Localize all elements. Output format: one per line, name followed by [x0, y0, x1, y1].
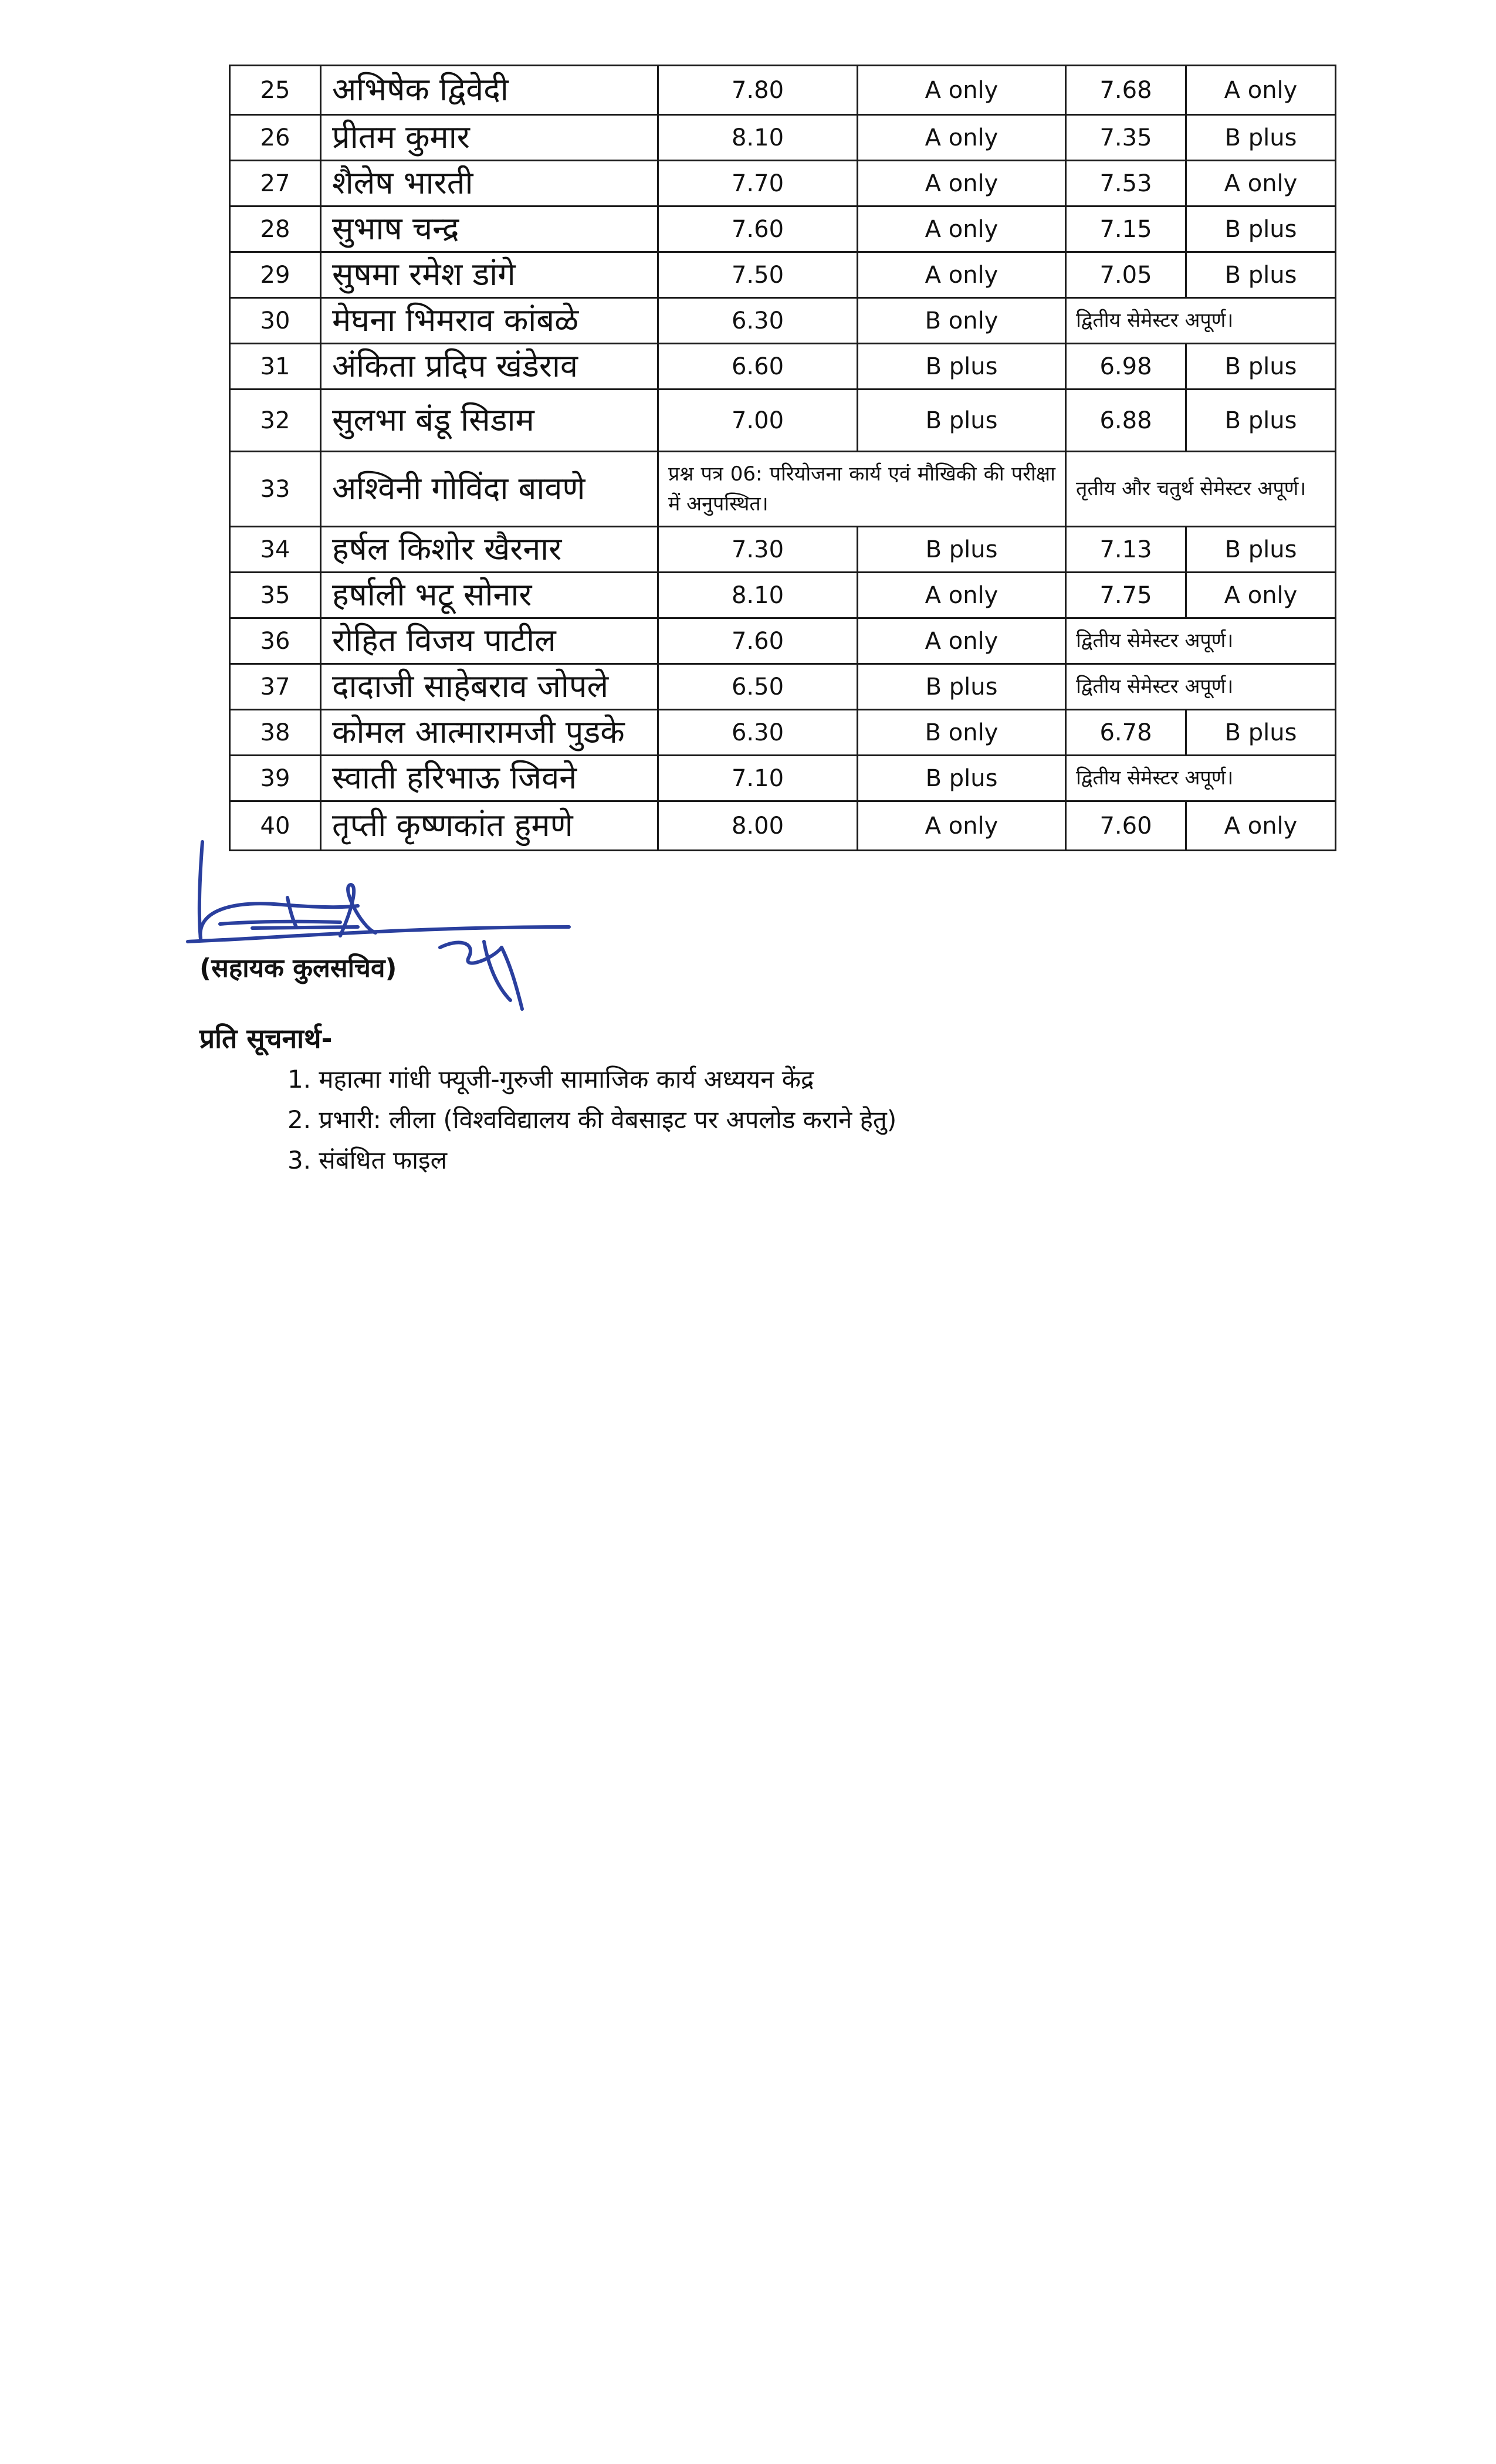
remark-cell: द्वितीय सेमेस्टर अपूर्ण। [1066, 756, 1336, 801]
sgpa-cell: 7.75 [1066, 573, 1186, 618]
table-row [230, 452, 1336, 527]
serial-number-cell: 28 [230, 207, 321, 252]
student-name-cell: तृप्ती कृष्णकांत हुमणे [321, 801, 658, 851]
student-name-cell: स्वाती हरिभाऊ जिवने [321, 756, 658, 801]
table-row [230, 207, 1336, 252]
student-name-cell: शैलेष भारती [321, 161, 658, 207]
student-name-cell: अभिषेक द्विवेदी [321, 66, 658, 115]
grade-cell: B plus [1186, 252, 1336, 298]
sgpa-cell: 6.88 [1066, 390, 1186, 452]
serial-number-cell: 33 [230, 452, 321, 527]
signature-label: (सहायक कुलसचिव) [199, 953, 397, 983]
grade-cell: B plus [1186, 710, 1336, 756]
grade-cell: B plus [858, 664, 1066, 710]
table-row [230, 298, 1336, 344]
table-row [230, 664, 1336, 710]
sgpa-cell: 8.10 [658, 115, 858, 161]
sgpa-cell: 6.30 [658, 710, 858, 756]
results-table [229, 65, 1336, 851]
serial-number-cell: 25 [230, 66, 321, 115]
results-body [230, 66, 1336, 851]
grade-cell: A only [858, 573, 1066, 618]
student-name-cell: अंकिता प्रदिप खंडेराव [321, 344, 658, 390]
grade-cell: B plus [1186, 207, 1336, 252]
student-name-cell: सुलभा बंडू सिडाम [321, 390, 658, 452]
sgpa-cell: 7.70 [658, 161, 858, 207]
serial-number-cell: 27 [230, 161, 321, 207]
grade-cell: A only [858, 161, 1066, 207]
sgpa-cell: 6.98 [1066, 344, 1186, 390]
student-name-cell: मेघना भिमराव कांबळे [321, 298, 658, 344]
grade-cell: B plus [1186, 344, 1336, 390]
grade-cell: A only [858, 618, 1066, 664]
table-row [230, 115, 1336, 161]
grade-cell: A only [858, 252, 1066, 298]
grade-cell: B plus [858, 527, 1066, 573]
sgpa-cell: 6.50 [658, 664, 858, 710]
student-name-cell: हर्षाली भटू सोनार [321, 573, 658, 618]
serial-number-cell: 37 [230, 664, 321, 710]
table-row [230, 756, 1336, 801]
sgpa-cell: 6.30 [658, 298, 858, 344]
sgpa-cell: 7.00 [658, 390, 858, 452]
grade-cell: B plus [858, 344, 1066, 390]
serial-number-cell: 29 [230, 252, 321, 298]
student-name-cell: सुभाष चन्द्र [321, 207, 658, 252]
cc-item: 1. महात्मा गांधी फ्यूजी-गुरुजी सामाजिक कार्य अध्ययन केंद्र [287, 1065, 814, 1094]
remark-cell: प्रश्न पत्र 06: परियोजना कार्य एवं मौखिकी की परीक्षा में अनुपस्थित। [658, 452, 1066, 527]
sgpa-cell: 7.50 [658, 252, 858, 298]
sgpa-cell: 7.30 [658, 527, 858, 573]
student-name-cell: अश्विनी गोविंदा बावणे [321, 452, 658, 527]
sgpa-cell: 6.78 [1066, 710, 1186, 756]
table-row [230, 710, 1336, 756]
table-row [230, 66, 1336, 115]
serial-number-cell: 26 [230, 115, 321, 161]
grade-cell: A only [858, 207, 1066, 252]
serial-number-cell: 31 [230, 344, 321, 390]
sgpa-cell: 7.60 [658, 207, 858, 252]
serial-number-cell: 32 [230, 390, 321, 452]
grade-cell: B plus [858, 756, 1066, 801]
grade-cell: A only [858, 66, 1066, 115]
cc-item: 2. प्रभारी: लीला (विश्वविद्यालय की वेबसाइट पर अपलोड कराने हेतु) [287, 1105, 897, 1134]
grade-cell: B plus [1186, 527, 1336, 573]
grade-cell: A only [858, 115, 1066, 161]
grade-cell: B plus [858, 390, 1066, 452]
sgpa-cell: 7.13 [1066, 527, 1186, 573]
grade-cell: B plus [1186, 390, 1336, 452]
serial-number-cell: 35 [230, 573, 321, 618]
student-name-cell: सुषमा रमेश डांगे [321, 252, 658, 298]
remark-cell: द्वितीय सेमेस्टर अपूर्ण। [1066, 664, 1336, 710]
sgpa-cell: 7.60 [1066, 801, 1186, 851]
sgpa-cell: 7.60 [658, 618, 858, 664]
remark-cell: द्वितीय सेमेस्टर अपूर्ण। [1066, 618, 1336, 664]
table-row [230, 573, 1336, 618]
sgpa-cell: 7.80 [658, 66, 858, 115]
sgpa-cell: 7.68 [1066, 66, 1186, 115]
sgpa-cell: 6.60 [658, 344, 858, 390]
table-row [230, 618, 1336, 664]
sgpa-cell: 8.00 [658, 801, 858, 851]
cc-list [287, 1059, 896, 1180]
cc-heading: प्रति सूचनार्थ- [199, 1023, 333, 1054]
sgpa-cell: 7.53 [1066, 161, 1186, 207]
sgpa-cell: 7.05 [1066, 252, 1186, 298]
student-name-cell: हर्षल किशोर खैरनार [321, 527, 658, 573]
table-row [230, 527, 1336, 573]
grade-cell: A only [1186, 161, 1336, 207]
table-row [230, 390, 1336, 452]
serial-number-cell: 30 [230, 298, 321, 344]
serial-number-cell: 40 [230, 801, 321, 851]
table-row [230, 252, 1336, 298]
serial-number-cell: 34 [230, 527, 321, 573]
grade-cell: B only [858, 298, 1066, 344]
table-row [230, 161, 1336, 207]
cc-item: 3. संबंधित फाइल [287, 1146, 448, 1175]
sgpa-cell: 7.35 [1066, 115, 1186, 161]
student-name-cell: कोमल आत्मारामजी पुडके [321, 710, 658, 756]
grade-cell: A only [858, 801, 1066, 851]
student-name-cell: रोहित विजय पाटील [321, 618, 658, 664]
sgpa-cell: 8.10 [658, 573, 858, 618]
serial-number-cell: 39 [230, 756, 321, 801]
table-row [230, 344, 1336, 390]
grade-cell: B only [858, 710, 1066, 756]
grade-cell: B plus [1186, 115, 1336, 161]
serial-number-cell: 36 [230, 618, 321, 664]
remark-cell: द्वितीय सेमेस्टर अपूर्ण। [1066, 298, 1336, 344]
serial-number-cell: 38 [230, 710, 321, 756]
sgpa-cell: 7.10 [658, 756, 858, 801]
remark-cell: तृतीय और चतुर्थ सेमेस्टर अपूर्ण। [1066, 452, 1336, 527]
sgpa-cell: 7.15 [1066, 207, 1186, 252]
student-name-cell: प्रीतम कुमार [321, 115, 658, 161]
grade-cell: A only [1186, 66, 1336, 115]
student-name-cell: दादाजी साहेबराव जोपले [321, 664, 658, 710]
grade-cell: A only [1186, 573, 1336, 618]
signature-image [164, 839, 575, 1021]
grade-cell: A only [1186, 801, 1336, 851]
